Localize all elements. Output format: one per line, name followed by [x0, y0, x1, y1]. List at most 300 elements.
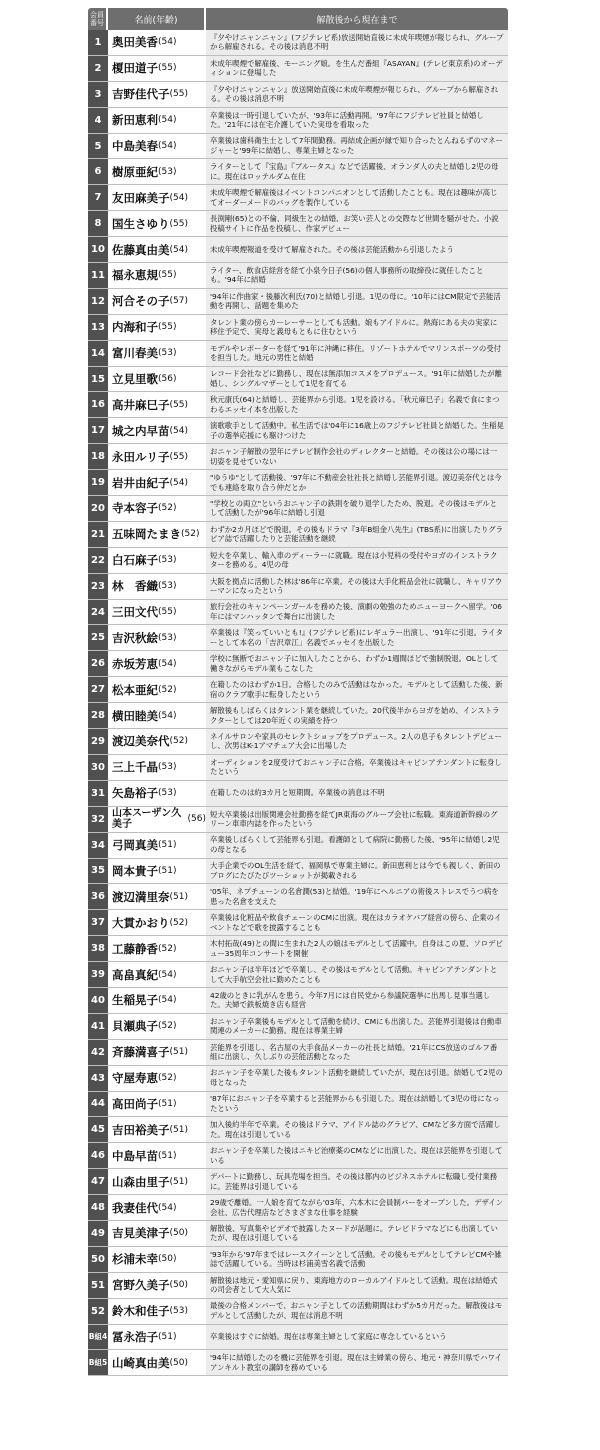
- member-name-cell: [108, 910, 206, 935]
- member-age: (54): [169, 425, 188, 436]
- member-name: 三田文代: [112, 605, 158, 620]
- member-age: (54): [169, 244, 188, 255]
- member-name: 鈴木和佳子: [112, 1304, 170, 1319]
- member-name-cell: [108, 185, 206, 210]
- member-description: '93年から'97年まではレースクイーンとして活動。その後もモデルとしてテレビCMや雑誌で活躍している。当時は杉浦美雪名義で活動: [206, 1247, 508, 1272]
- member-number: 38: [88, 936, 108, 961]
- member-number: 37: [88, 910, 108, 935]
- table-row: [88, 392, 508, 418]
- member-name-cell: [108, 677, 206, 702]
- member-description: 学校に無断でおニャン子に加入したことから、わずか1週間ほどで強制脱退。OLとして働きながらモデル業もこなした: [206, 651, 508, 676]
- member-description: '94年に作曲家・後藤次利氏(70)と結婚し引退。1児の母に。'10年にはCM限定で芸能活動を再開し、話題を集めた: [206, 289, 508, 314]
- member-description: タレント業の傍らカーレーサーとしても活動。娘もアイドルに。熱海にある夫の実家に移住予定で、実母と義母もともに住むという: [206, 315, 508, 340]
- member-age: (53): [158, 555, 177, 566]
- member-age: (53): [158, 788, 177, 799]
- table-row: [88, 1117, 508, 1143]
- table-row: [88, 1195, 508, 1221]
- member-name-cell: [108, 263, 206, 288]
- member-name: 永田ルリ子: [112, 449, 170, 464]
- member-name: 岡本貴子: [112, 863, 158, 878]
- member-number: 1: [88, 30, 108, 55]
- member-name: 山本スーザン久美子: [112, 808, 182, 831]
- table-row: [88, 237, 508, 263]
- member-name-cell: [108, 289, 206, 314]
- member-age: (55): [169, 89, 188, 100]
- table-row: [88, 1092, 508, 1118]
- member-name-cell: [108, 1221, 206, 1246]
- member-description: 最後の合格メンバーで、おニャン子としての活動期間はわずか5カ月だった。解散後はモデルとして活動したが、現在は消息不明: [206, 1299, 508, 1324]
- table-row: [88, 1325, 508, 1351]
- member-number: 25: [88, 625, 108, 650]
- member-description: 演歌歌手として活動中。私生活では'04年に16歳上のフジテレビ社員と結婚した。生稲晃子の選挙応援にも駆けつけた: [206, 418, 508, 443]
- member-description: おニャン子は半年ほどで卒業し、その後はモデルとして活動。キャビンアテンダントとして大手航空会社に勤めたことも: [206, 962, 508, 987]
- member-description: オーディションを2度受けておニャン子に合格。卒業後はキャビンアテンダントに転身したという: [206, 755, 508, 780]
- member-name: 新田恵利: [112, 113, 158, 128]
- table-row: [88, 367, 508, 393]
- member-number: 20: [88, 496, 108, 521]
- member-description: 解散後もしばらくはタレント業を継続していた。20代後半からヨガを始め、インストラクターとしては20年近くの実績を持つ: [206, 703, 508, 728]
- member-name-cell: [108, 1195, 206, 1220]
- table-row: [88, 341, 508, 367]
- table-row: [88, 781, 508, 807]
- member-age: (53): [158, 762, 177, 773]
- table-body: [88, 30, 508, 1376]
- header-name-age: 名前(年齢): [108, 8, 206, 30]
- member-number: 7: [88, 185, 108, 210]
- member-name-cell: [108, 1040, 206, 1065]
- member-age: (52): [181, 529, 200, 540]
- table-row: [88, 1014, 508, 1040]
- member-number: 39: [88, 962, 108, 987]
- member-number: 2: [88, 56, 108, 81]
- member-age: (52): [158, 503, 177, 514]
- member-number: 12: [88, 289, 108, 314]
- member-name: 富川春美: [112, 346, 158, 361]
- member-number: 49: [88, 1221, 108, 1246]
- member-description: 未成年喫煙報道を受けて解雇された。その後は芸能活動から引退したよう: [206, 237, 508, 262]
- member-age: (51): [158, 840, 177, 851]
- table-row: [88, 418, 508, 444]
- member-age: (51): [158, 1331, 177, 1342]
- member-age: (55): [169, 218, 188, 229]
- member-name-cell: [108, 936, 206, 961]
- member-description: 卒業後は歯科衛生士として7年間勤務。再結成企画が縁で知り合ったとんねるずのマネージャーと'99年に結婚し、専業主婦となった: [206, 134, 508, 159]
- table-row: [88, 1299, 508, 1325]
- member-number: 23: [88, 574, 108, 599]
- table-row: [88, 1143, 508, 1169]
- member-name-cell: [108, 367, 206, 392]
- member-name: 大貫かおり: [112, 915, 170, 930]
- table-row: [88, 56, 508, 82]
- member-name-cell: [108, 1092, 206, 1117]
- table-row: [88, 1247, 508, 1273]
- table-row: [88, 833, 508, 859]
- member-name-cell: [108, 1143, 206, 1168]
- member-age: (55): [158, 322, 177, 333]
- member-description: 芸能界を引退し、名古屋の大手食品メーカーの社長と結婚。'21年にCS放送のゴルフ番組に出演し、久しぶりの芸能活動となった: [206, 1040, 508, 1065]
- member-name: 松本亜紀: [112, 682, 158, 697]
- member-description: 解散後、写真集やビデオで披露したヌードが話題に。テレビドラマなどにも出演していたが、現在は引退している: [206, 1221, 508, 1246]
- member-description: '94年に結婚したのを機に芸能界を引退。現在は主婦業の傍ら、地元・神奈川県でハワイアンキルト教室の講師を務めている: [206, 1350, 508, 1375]
- table-row: [88, 289, 508, 315]
- member-name: 城之内早苗: [112, 423, 170, 438]
- table-row: [88, 522, 508, 548]
- member-name: 杉浦未幸: [112, 1252, 158, 1267]
- member-description: 29歳で離婚。一人娘を育てながら'03年、六本木に会員制バーをオープンした。デザイン会社、広告代理店などさまざまな仕事を経験: [206, 1195, 508, 1220]
- member-name: 山森由里子: [112, 1174, 170, 1189]
- member-description: 卒業後は『笑っていいとも!』(フジテレビ系)にレギュラー出演し、'91年に引退。ライターとして本名の「吉沢章江」名義でエッセイを出版した: [206, 625, 508, 650]
- member-age: (54): [158, 710, 177, 721]
- member-name-cell: [108, 1325, 206, 1350]
- member-name: 生稲晃子: [112, 993, 158, 1008]
- member-name: 高田尚子: [112, 1096, 158, 1111]
- member-name: 渡辺満里奈: [112, 889, 170, 904]
- table-row: [88, 211, 508, 237]
- member-age: (52): [158, 1021, 177, 1032]
- member-name: 矢島裕子: [112, 786, 158, 801]
- member-name-cell: [108, 1247, 206, 1272]
- member-name: 横田睦美: [112, 708, 158, 723]
- member-number: 35: [88, 859, 108, 884]
- member-age: (54): [158, 969, 177, 980]
- member-name-cell: [108, 1350, 206, 1375]
- member-name-cell: [108, 651, 206, 676]
- member-description: おニャン子解散の翌年にテレビ制作会社のディレクターと結婚。その後は公の場には一切姿を見せていない: [206, 444, 508, 469]
- member-number: 51: [88, 1273, 108, 1298]
- member-description: '87年におニャン子を卒業すると芸能界からも引退した。現在は結婚して3児の母になったという: [206, 1092, 508, 1117]
- member-description: 加入後約半年で卒業。その後はドラマ、アイドル誌のグラビア、CMなど多方面で活躍した。現在は引退している: [206, 1117, 508, 1142]
- member-age: (54): [158, 995, 177, 1006]
- member-description: 在籍したのはわずか1日。合格したのみで活動はなかった。モデルとして活動した後、新宿のクラブ歌手に転身したという: [206, 677, 508, 702]
- member-number: 8: [88, 211, 108, 236]
- table-row: [88, 470, 508, 496]
- member-number: 32: [88, 807, 108, 832]
- member-age: (53): [169, 1306, 188, 1317]
- member-age: (51): [158, 1150, 177, 1161]
- member-number: 45: [88, 1117, 108, 1142]
- member-name: 吉見美津子: [112, 1226, 170, 1241]
- member-name-cell: [108, 988, 206, 1013]
- member-age: (55): [158, 63, 177, 74]
- member-name: 奥田美香: [112, 35, 158, 50]
- member-age: (54): [158, 37, 177, 48]
- table-row: [88, 1273, 508, 1299]
- member-description: ネイルサロンや家具のセレクトショップをプロデュース。2人の息子もタレントデビューし、次男はK-1アマチュア大会に出場した: [206, 729, 508, 754]
- member-age: (51): [169, 1176, 188, 1187]
- member-name: 立見里歌: [112, 372, 158, 387]
- member-age: (51): [158, 865, 177, 876]
- table-row: [88, 936, 508, 962]
- member-name-cell: [108, 1066, 206, 1091]
- member-description: ライター、飲食店経営を経て小泉今日子(56)の個人事務所の取締役に就任したことも。'94年に結婚: [206, 263, 508, 288]
- table-row: [88, 159, 508, 185]
- member-age: (50): [169, 1280, 188, 1291]
- member-description: わずか2カ月ほどで脱退。その後もドラマ『3年B組金八先生』(TBS系)に出演したりグラビア誌で活躍したりと芸能活動を継続: [206, 522, 508, 547]
- member-description: レコード会社などに勤務し、現在は無添加コスメをプロデュース。'91年に結婚したが離婚し、シングルマザーとして1児を育てる: [206, 367, 508, 392]
- member-name-cell: [108, 962, 206, 987]
- member-description: 解散後は地元・愛知県に戻り、東海地方のローカルアイドルとして活動。現在は結婚式の司会者として大人気に: [206, 1273, 508, 1298]
- member-number: 24: [88, 600, 108, 625]
- member-age: (54): [158, 658, 177, 669]
- member-number: 29: [88, 729, 108, 754]
- member-age: (54): [158, 141, 177, 151]
- member-age: (53): [158, 348, 177, 359]
- member-description: 旅行会社のキャンペーンガールを務めた後、演劇の勉強のためニューヨークへ留学。'06年にはマンハッタンで舞台に出演した: [206, 600, 508, 625]
- member-age: (53): [158, 166, 177, 177]
- member-name-cell: [108, 781, 206, 806]
- member-name: 白石麻子: [112, 553, 158, 568]
- member-description: 大阪を拠点に活動した林は'86年に卒業。その後は大手化粧品会社に就職し、キャリアウーマンになったという: [206, 574, 508, 599]
- member-number: 36: [88, 884, 108, 909]
- member-name-cell: [108, 807, 206, 832]
- member-number: 15: [88, 367, 108, 392]
- member-age: (52): [169, 736, 188, 747]
- member-name-cell: [108, 82, 206, 107]
- member-name-cell: [108, 1273, 206, 1298]
- member-name: 吉沢秋絵: [112, 630, 158, 645]
- table-row: [88, 1169, 508, 1195]
- member-description: 木村拓哉(49)との間に生まれた2人の娘はモデルとして活躍中。自身はこの夏、ソロデビュー35周年コンサートを開催: [206, 936, 508, 961]
- member-name: 貝瀬典子: [112, 1019, 158, 1034]
- member-name: 福永恵規: [112, 268, 158, 283]
- member-description: モデルやレポーターを経て'91年に沖縄に移住。リゾートホテルでマリンスポーツの受付を担当した。地元の男性と結婚: [206, 341, 508, 366]
- member-description: 『夕やけニャンニャン』(フジテレビ系)放送開始直後に未成年喫煙が報じられ、グループから解雇される。その後は消息不明: [206, 30, 508, 55]
- header-member-number: 会員番号: [88, 8, 108, 30]
- table-row: [88, 600, 508, 626]
- member-name-cell: [108, 56, 206, 81]
- member-name-cell: [108, 1169, 206, 1194]
- member-number: B組5: [88, 1350, 108, 1375]
- table-row: [88, 884, 508, 910]
- member-age: (53): [158, 581, 177, 592]
- member-description: 未成年喫煙で解雇後、モーニング娘。を生んだ番組『ASAYAN』(テレビ東京系)のオーディションに登場した: [206, 56, 508, 81]
- table-row: [88, 134, 508, 160]
- member-description: 卒業後は化粧品や飲食チェーンのCMに出演。現在はカラオケバブ経営の傍ら、企業のイベントなどで歌を披露することも: [206, 910, 508, 935]
- member-age: (54): [169, 192, 188, 203]
- member-name: 冨永浩子: [112, 1329, 158, 1344]
- table-row: [88, 185, 508, 211]
- member-description: "ゆうゆ"として活動後、'97年に不動産会社社長と結婚し芸能界引退。渡辺美奈代とは今でも連絡を取り合う仲だとか: [206, 470, 508, 495]
- member-number: 42: [88, 1040, 108, 1065]
- member-name: 我妻佳代: [112, 1200, 158, 1215]
- member-number: 26: [88, 651, 108, 676]
- member-age: (51): [158, 1098, 177, 1109]
- member-description: デパートに勤務し、玩具売場を担当。その後は都内のビジネスホテルに転職し受付業務に。芸能界は引退している: [206, 1169, 508, 1194]
- member-name: 樹原亜紀: [112, 164, 158, 179]
- table-row: [88, 677, 508, 703]
- table-row: [88, 1350, 508, 1376]
- member-number: 30: [88, 755, 108, 780]
- member-number: 21: [88, 522, 108, 547]
- member-name: 三上千晶: [112, 760, 158, 775]
- table-row: [88, 574, 508, 600]
- member-name: 高井麻巳子: [112, 397, 170, 412]
- member-number: 52: [88, 1299, 108, 1324]
- member-number: 44: [88, 1092, 108, 1117]
- member-name: 吉野佳代子: [112, 87, 170, 102]
- member-name: 内海和子: [112, 320, 158, 335]
- member-name-cell: [108, 134, 206, 159]
- member-description: 卒業後は一時引退していたが、'93年に活動再開。'97年にフジテレビ社員と結婚した。'21年には在宅介護していた実母を看取った: [206, 108, 508, 133]
- member-number: 18: [88, 444, 108, 469]
- member-table: [88, 8, 508, 1376]
- member-number: 17: [88, 418, 108, 443]
- member-description: ライターとして『宝島』『ブルータス』などで活躍後、オランダ人の夫と結婚し2児の母に。現在はロッテルダム在住: [206, 159, 508, 184]
- member-description: 短大を卒業し、輸入車のディーラーに就職。現在は小児科の受付やヨガのインストラクターを務める。4児の母: [206, 548, 508, 573]
- member-number: 14: [88, 341, 108, 366]
- member-name: 友田麻美子: [112, 190, 170, 205]
- member-age: (50): [169, 1357, 188, 1368]
- member-name-cell: [108, 522, 206, 547]
- member-number: 6: [88, 159, 108, 184]
- member-age: (56): [187, 813, 206, 824]
- member-name: 河合その子: [112, 294, 170, 309]
- member-name: 工藤静香: [112, 941, 158, 956]
- member-age: (54): [158, 115, 177, 126]
- member-name-cell: [108, 574, 206, 599]
- member-age: (50): [158, 1254, 177, 1265]
- member-name-cell: [108, 108, 206, 133]
- member-description: "学校との両立"というおニャン子の鉄則を破り退学したため、脱退。その後はモデルとして活動したが'96年に結婚し引退: [206, 496, 508, 521]
- member-age: (56): [158, 374, 177, 385]
- member-name-cell: [108, 884, 206, 909]
- member-number: 16: [88, 392, 108, 417]
- member-age: (50): [169, 1228, 188, 1239]
- member-name: 国生さゆり: [112, 216, 170, 231]
- member-age: (55): [169, 451, 188, 462]
- member-description: '05年、ネプチューンの名倉潤(53)と結婚。'19年にヘルニアの術後ストレスでうつ病を患った名倉を支えた: [206, 884, 508, 909]
- member-name: 五味岡たまき: [112, 527, 181, 542]
- member-name: 赤坂芳恵: [112, 656, 158, 671]
- member-number: 4: [88, 108, 108, 133]
- member-name-cell: [108, 548, 206, 573]
- header-after-breakup: 解散後から現在まで: [206, 8, 508, 30]
- table-row: [88, 263, 508, 289]
- member-age: (52): [158, 943, 177, 954]
- member-name-cell: [108, 211, 206, 236]
- member-age: (51): [169, 1047, 188, 1058]
- member-description: 卒業後はすぐに結婚。現在は専業主婦として家庭に専念しているという: [206, 1325, 508, 1350]
- member-name-cell: [108, 600, 206, 625]
- member-age: (52): [169, 917, 188, 928]
- table-header: [88, 8, 508, 30]
- table-row: [88, 625, 508, 651]
- member-number: 41: [88, 1014, 108, 1039]
- member-name: 斉藤満喜子: [112, 1045, 170, 1060]
- member-number: 46: [88, 1143, 108, 1168]
- member-age: (54): [169, 477, 188, 488]
- member-name-cell: [108, 1117, 206, 1142]
- member-number: 27: [88, 677, 108, 702]
- member-name-cell: [108, 30, 206, 55]
- member-name-cell: [108, 392, 206, 417]
- member-name-cell: [108, 470, 206, 495]
- member-age: (52): [158, 684, 177, 695]
- member-number: 47: [88, 1169, 108, 1194]
- table-row: [88, 315, 508, 341]
- member-name-cell: [108, 237, 206, 262]
- member-description: 在籍したのは約3カ月と短期間。卒業後の消息は不明: [206, 781, 508, 806]
- member-name: 林 香織: [112, 579, 158, 594]
- member-description: 秋元康氏(64)と結婚し、芸能界から引退。1児を設ける。「秋元麻巳子」名義で食にまつわるエッセイ本を出版した: [206, 392, 508, 417]
- table-row: [88, 988, 508, 1014]
- member-description: おニャン子卒業後もモデルとして活動を続け、CMにも出演した。芸能界引退後は自動車関連のメーカーに勤務。現在は専業主婦: [206, 1014, 508, 1039]
- table-row: [88, 30, 508, 56]
- member-name-cell: [108, 755, 206, 780]
- member-number: B組4: [88, 1325, 108, 1350]
- table-row: [88, 82, 508, 108]
- table-row: [88, 444, 508, 470]
- member-name-cell: [108, 859, 206, 884]
- member-name-cell: [108, 703, 206, 728]
- member-number: 3: [88, 82, 108, 107]
- table-row: [88, 1221, 508, 1247]
- member-age: (57): [169, 296, 188, 307]
- member-description: おニャン子を卒業した後もタレント活動を継続していたが、現在は引退。結婚して2児の母となった: [206, 1066, 508, 1091]
- member-name: 山崎真由美: [112, 1355, 170, 1370]
- table-row: [88, 859, 508, 885]
- member-description: おニャン子を卒業した後はニキビ治療薬のCMなどに出演した。現在は芸能界を引退している: [206, 1143, 508, 1168]
- member-description: 『夕やけニャンニャン』放送開始直後に未成年喫煙が報じられ、グループから解雇される。その後は消息不明: [206, 82, 508, 107]
- member-name: 榎田道子: [112, 61, 158, 76]
- member-number: 11: [88, 263, 108, 288]
- table-row: [88, 729, 508, 755]
- member-name: 弓岡真美: [112, 838, 158, 853]
- member-name-cell: [108, 1014, 206, 1039]
- table-row: [88, 496, 508, 522]
- member-number: 34: [88, 833, 108, 858]
- member-number: 50: [88, 1247, 108, 1272]
- member-number: 5: [88, 134, 108, 159]
- table-row: [88, 548, 508, 574]
- member-number: 28: [88, 703, 108, 728]
- member-name: 高畠真紀: [112, 967, 158, 982]
- member-name-cell: [108, 341, 206, 366]
- member-name: 宮野久美子: [112, 1278, 170, 1293]
- table-row: [88, 1066, 508, 1092]
- member-age: (52): [158, 1073, 177, 1084]
- member-number: 43: [88, 1066, 108, 1091]
- table-row: [88, 910, 508, 936]
- member-description: 42歳のときに乳がんを患う。今年7月には自民党から参議院選挙に出馬し見事当選した。夫婦で鉄板焼き店も経営: [206, 988, 508, 1013]
- member-age: (51): [169, 1124, 188, 1135]
- member-number: 22: [88, 548, 108, 573]
- member-name-cell: [108, 625, 206, 650]
- member-age: (55): [158, 607, 177, 618]
- member-name-cell: [108, 418, 206, 443]
- table-row: [88, 108, 508, 134]
- member-number: 10: [88, 237, 108, 262]
- member-description: 長渕剛(65)との不倫、同級生との結婚、お笑い芸人との交際など世間を騒がせた。小説投稿サイトに作品を投稿し、作家デビュー: [206, 211, 508, 236]
- member-age: (55): [169, 399, 188, 410]
- member-description: 大手企業でのOL生活を経て、福岡県で専業主婦に。新田恵利とは今でも親しく、新田のブログにたびたびツーショットが掲載される: [206, 859, 508, 884]
- member-name: 渡辺美奈代: [112, 734, 170, 749]
- member-age: (51): [169, 891, 188, 902]
- table-row: [88, 703, 508, 729]
- table-row: [88, 755, 508, 781]
- member-description: 未成年喫煙で解雇後はイベントコンパニオンとして活動したことも。現在は趣味が高じてオーダーメードのバッグを製作している: [206, 185, 508, 210]
- member-number: 13: [88, 315, 108, 340]
- member-description: 卒業後しばらくして芸能界も引退。看護師として病院に勤務した後、'95年に結婚し2児の母となる: [206, 833, 508, 858]
- member-name-cell: [108, 833, 206, 858]
- table-row: [88, 962, 508, 988]
- member-name: 寺本容子: [112, 501, 158, 516]
- table-row: [88, 807, 508, 833]
- member-number: 40: [88, 988, 108, 1013]
- member-name: 中島早苗: [112, 1148, 158, 1163]
- member-name-cell: [108, 729, 206, 754]
- member-name: 岩井由紀子: [112, 475, 170, 490]
